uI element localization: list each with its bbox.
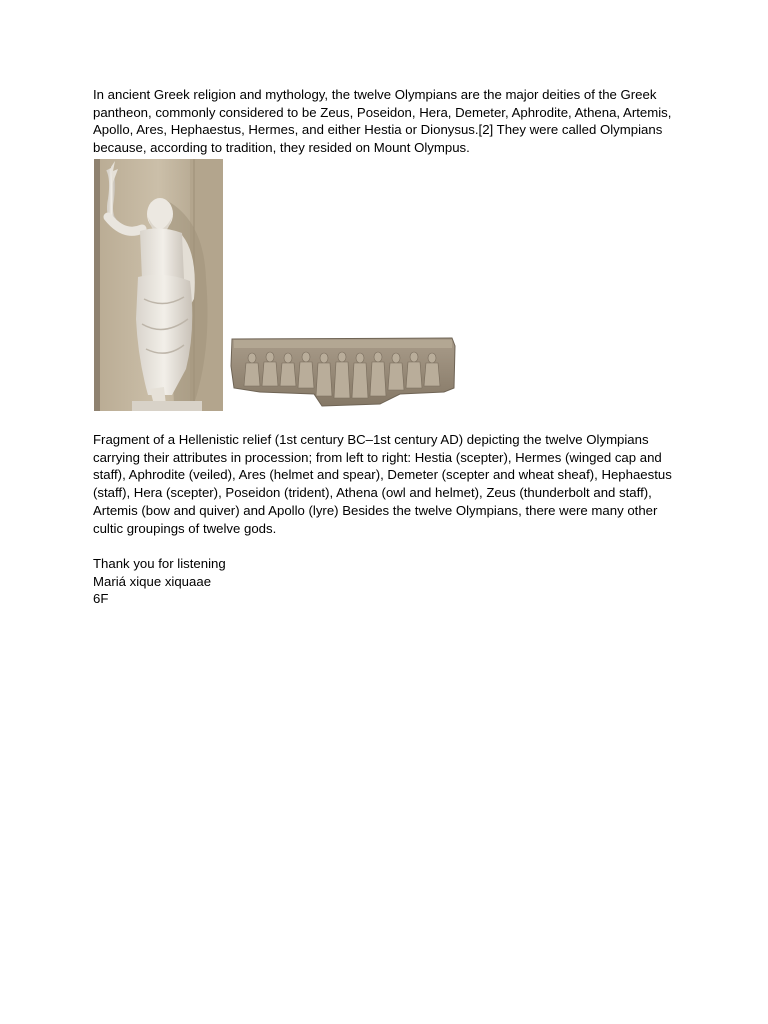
class-line: 6F: [93, 591, 109, 607]
hellenistic-relief-image: [230, 336, 456, 407]
closing-block: [93, 555, 493, 608]
author-line: Mariá xique xiquaae: [93, 573, 212, 589]
thanks-line: Thank you for listening: [93, 556, 226, 571]
figure-row: [94, 159, 464, 411]
intro-paragraph: In ancient Greek religion and mythology, the twelve Olympians are the major deities of the Greek pantheon, commonly considered to be Zeus, Poseidon, Hera, Demeter, Aphrodite, Athena, Artemis, Apollo, Ares, Hephaestus, Hermes, and either Hestia or Dionysus.[2] They were called Olympians because, according to tradition, they resided on Mount Olympus.: [93, 87, 672, 156]
zeus-statue-image: [94, 159, 223, 411]
relief-caption-paragraph: Fragment of a Hellenistic relief (1st century BC–1st century AD) depicting the twelve Olympians carrying their attributes in procession; from left to right: Hestia (scepter), Hermes (winged cap and staff), Aphrodite (veiled), Ares (helmet and spear), Demeter (scepter and wheat sheaf), Hephaestus (staff), Hera (scepter), Poseidon (trident), Athena (owl and helmet), Zeus (thunderbolt and staff), Artemis (bow and quiver) and Apollo (lyre) Besides the twelve Olympians, there were many other cultic groupings of twelve gods.: [93, 432, 672, 536]
